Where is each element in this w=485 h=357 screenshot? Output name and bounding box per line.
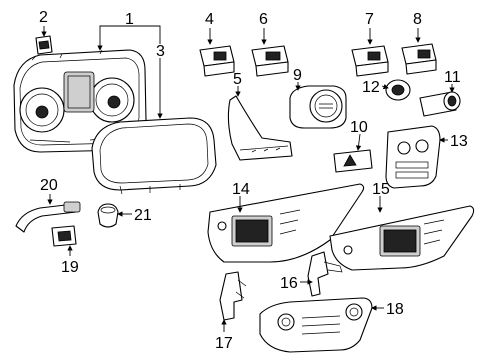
- callout-18: 18: [386, 301, 404, 318]
- display-panel-right: [330, 206, 474, 270]
- callout-15: 15: [372, 181, 390, 198]
- clip-part: [36, 36, 52, 54]
- control-panel-part: [260, 298, 372, 352]
- switch-right-b-part: [402, 44, 436, 74]
- switch-right-a-part: [352, 46, 388, 76]
- callout-13: 13: [450, 133, 468, 150]
- callout-9: 9: [293, 67, 302, 84]
- start-button-part: [290, 86, 346, 128]
- callout-12: 12: [362, 79, 380, 96]
- climate-panel-part: [386, 126, 440, 188]
- callout-2: 2: [39, 9, 48, 26]
- callout-3: 3: [156, 43, 165, 60]
- cluster-lens: [92, 118, 216, 194]
- callout-4: 4: [205, 11, 214, 28]
- hazard-switch-part: [334, 150, 372, 172]
- callout-5: 5: [233, 71, 242, 88]
- grommet-part: [98, 204, 118, 227]
- callout-19: 19: [61, 259, 79, 276]
- switch-left-part: [200, 46, 234, 76]
- bracket-17-part: [220, 272, 246, 320]
- callout-20: 20: [40, 177, 58, 194]
- sensor-part: [52, 226, 76, 246]
- callout-17: 17: [215, 335, 233, 352]
- power-outlet-part: [420, 92, 460, 116]
- callout-14: 14: [232, 181, 250, 198]
- trim-bracket: [228, 96, 292, 160]
- socket-ring-part: [386, 80, 410, 100]
- callout-8: 8: [413, 11, 422, 28]
- callout-10: 10: [350, 119, 368, 136]
- callout-6: 6: [259, 11, 268, 28]
- callout-7: 7: [365, 11, 374, 28]
- callout-1: 1: [125, 11, 134, 28]
- callout-11: 11: [444, 69, 461, 86]
- callout-21: 21: [134, 207, 152, 224]
- callout-16: 16: [280, 275, 298, 292]
- switch-mid-part: [252, 46, 288, 76]
